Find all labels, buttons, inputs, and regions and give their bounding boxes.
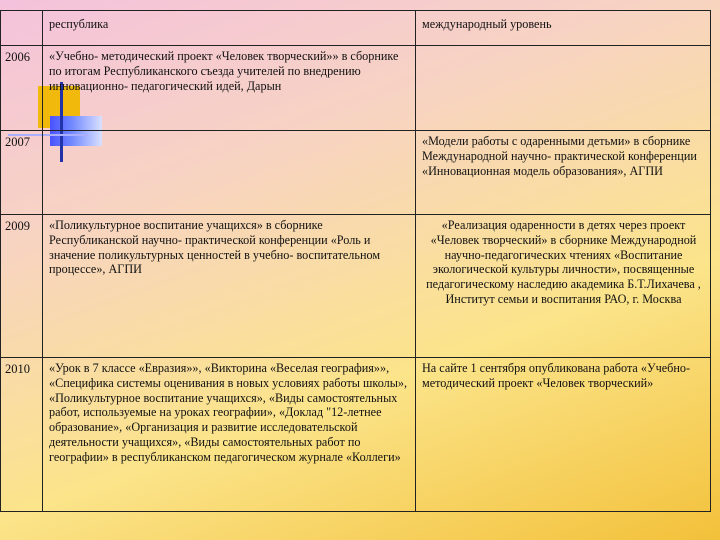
republic-cell: [43, 131, 416, 215]
republic-cell: «Урок в 7 классе «Евразия»», «Викторина «Веселая география»», «Специфика системы оценивания в новых условиях работы школы», «Поликультурное воспитание учащихся», «Виды самостоятельных работ, используемые на уроках географии», «Доклад "12-летнее образование», «Организация и развитие исследовательской деятельности учащихся», «Виды самостоятельных работ по географии» в республиканском педагогическом журнале «Коллеги»: [43, 358, 416, 512]
publications-table: [0, 10, 711, 512]
table-header-row: [1, 11, 711, 46]
table-row: [1, 46, 711, 131]
header-year-cell: [1, 11, 43, 46]
year-cell: 2007: [1, 131, 43, 215]
international-cell: «Модели работы с одаренными детьми» в сборнике Международной научно- практической конференции «Инновационная модель образования», АГПИ: [416, 131, 711, 215]
table-row: [1, 358, 711, 512]
international-cell: На сайте 1 сентября опубликована работа «Учебно-методический проект «Человек творческий»: [416, 358, 711, 512]
table-row: [1, 131, 711, 215]
year-cell: 2010: [1, 358, 43, 512]
year-cell: 2006: [1, 46, 43, 131]
international-cell: [416, 46, 711, 131]
republic-cell: «Поликультурное воспитание учащихся» в сборнике Республиканской научно- практической конференции «Роль и значение поликультурных ценностей в учебно- воспитательном процессе», АГПИ: [43, 215, 416, 358]
year-cell: 2009: [1, 215, 43, 358]
header-international-cell: международный уровень: [416, 11, 711, 46]
international-cell: «Реализация одаренности в детях через проект «Человек творческий» в сборнике Международной научно-педагогических чтениях «Воспитание экологической культуры личности», посвященные педагогическому наследию академика Б.Т.Лихачева , Институт семьи и воспитания РАО, г. Москва: [416, 215, 711, 358]
republic-cell: «Учебно- методический проект «Человек творческий»» в сборнике по итогам Республиканского съезда учителей по внедрению инновационно- педагогический идей, Дарын: [43, 46, 416, 131]
table-row: [1, 215, 711, 358]
header-republic-cell: республика: [43, 11, 416, 46]
